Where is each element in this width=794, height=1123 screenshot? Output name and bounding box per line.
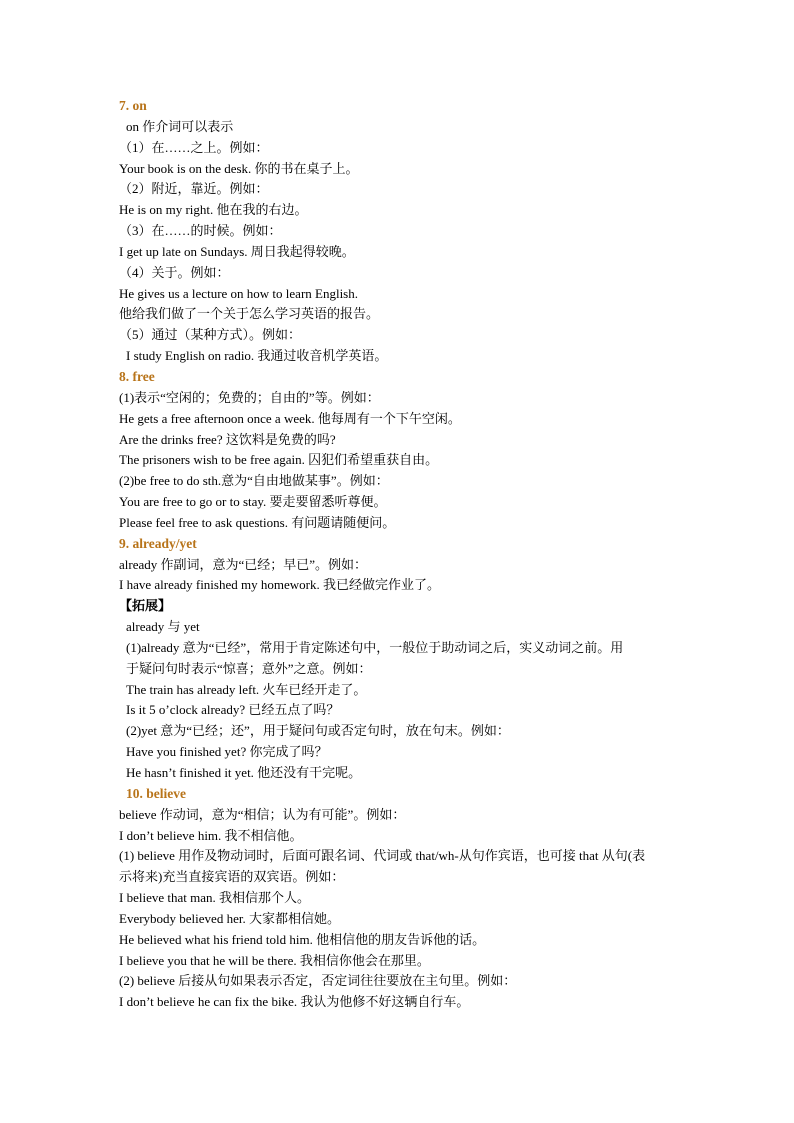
text-line: believe 作动词，意为“相信；认为有可能”。例如：	[119, 806, 406, 822]
text-line: Is it 5 o’clock already? 已经五点了吗？	[126, 702, 340, 718]
text-line: He gets a free afternoon once a week. 他每周有一个下午空闲。	[119, 410, 461, 426]
text-line: Everybody believed her. 大家都相信她。	[119, 910, 340, 926]
text-line: I have already finished my homework. 我已经做完作业了。	[119, 577, 440, 593]
text-line: I don’t believe he can fix the bike. 我认为他修不好这辆自行车。	[119, 994, 470, 1010]
text-line: I believe you that he will be there. 我相信你他会在那里。	[119, 952, 430, 968]
text-line: already 作副词，意为“已经；早已”。例如：	[119, 556, 368, 572]
document-body	[119, 96, 679, 1013]
text-line: (1)表示“空闲的；免费的；自由的”等。例如：	[119, 389, 380, 405]
text-line: Have you finished yet? 你完成了吗？	[126, 744, 328, 760]
text-line: (1) believe 用作及物动词时，后面可跟名词、代词或 that/wh-从句作宾语，也可接 that 从句(表	[119, 848, 646, 864]
text-line: （4）关于。例如：	[119, 264, 230, 280]
text-line: （3）在……的时候。例如：	[119, 223, 282, 239]
text-line: (2) believe 后接从句如果表示否定，否定词往往要放在主句里。例如：	[119, 973, 517, 989]
text-line: He hasn’t finished it yet. 他还没有干完呢。	[126, 765, 362, 780]
text-line: I get up late on Sundays. 周日我起得较晚。	[119, 243, 355, 259]
text-line: （1）在……之上。例如：	[119, 139, 269, 155]
text-line: 示将来)充当直接宾语的双宾语。例如：	[119, 869, 345, 885]
text-line: （5）通过（某种方式）。例如：	[119, 327, 302, 343]
text-line: （2）附近，靠近。例如：	[119, 181, 269, 197]
text-line: (2)be free to do sth.意为“自由地做某事”。例如：	[119, 473, 389, 489]
section-heading: 10. believe	[126, 785, 186, 801]
text-line: The prisoners wish to be free again. 囚犯们希望重获自由。	[119, 452, 439, 468]
section-heading: 8. free	[119, 368, 155, 384]
text-line: (2)yet 意为“已经；还”，用于疑问句或否定句时，放在句末。例如：	[126, 723, 510, 739]
text-line: already 与 yet	[126, 619, 200, 635]
text-line: The train has already left. 火车已经开走了。	[126, 681, 367, 697]
text-line: Your book is on the desk. 你的书在桌子上。	[119, 160, 359, 176]
section-heading: 9. already/yet	[119, 535, 197, 551]
text-line: 他给我们做了一个关于怎么学习英语的报告。	[119, 306, 380, 322]
text-line: I don’t believe him. 我不相信他。	[119, 827, 303, 843]
text-line: 于疑问句时表示“惊喜；意外”之意。例如：	[126, 660, 372, 676]
text-line: on 作介词可以表示	[126, 118, 234, 134]
text-line: Please feel free to ask questions. 有问题请随便问。	[119, 514, 396, 530]
text-line: He gives us a lecture on how to learn English.	[119, 285, 358, 301]
text-line: He is on my right. 他在我的右边。	[119, 202, 308, 218]
subsection-label: 【拓展】	[119, 598, 172, 614]
text-line: Are the drinks free? 这饮料是免费的吗?	[119, 431, 336, 447]
text-line: You are free to go or to stay. 要走要留悉听尊便。	[119, 494, 387, 510]
text-line: (1)already 意为“已经”，常用于肯定陈述句中，一般位于助动词之后，实义动词之前。用	[126, 639, 624, 655]
text-line: He believed what his friend told him. 他相信他的朋友告诉他的话。	[119, 931, 486, 947]
text-line: I believe that man. 我相信那个人。	[119, 890, 310, 906]
section-heading: 7. on	[119, 98, 147, 113]
text-line: I study English on radio. 我通过收音机学英语。	[126, 348, 388, 364]
